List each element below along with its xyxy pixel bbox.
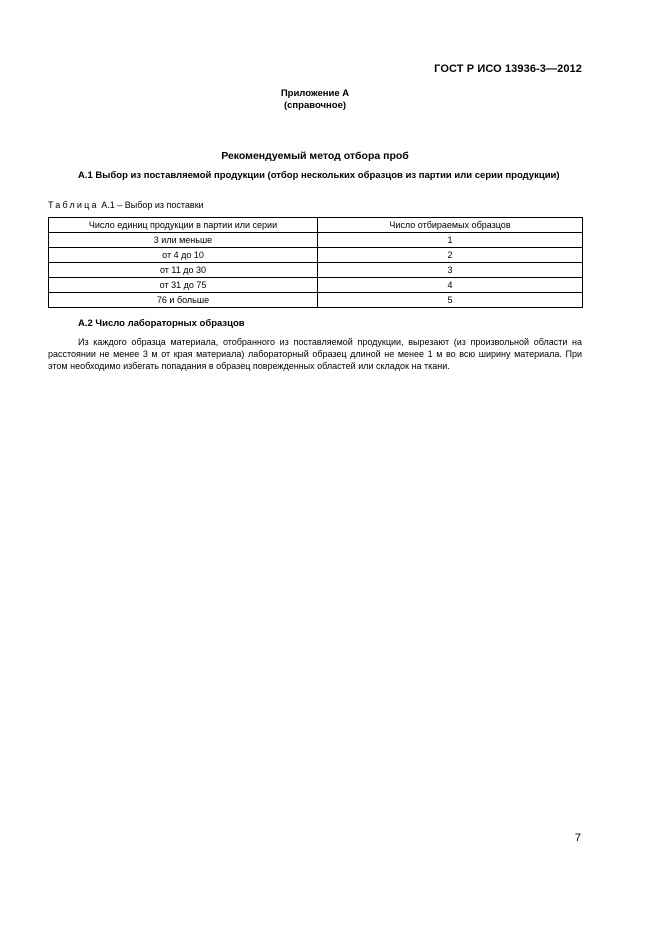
page-number: 7 <box>574 832 581 844</box>
table-row <box>49 278 583 293</box>
table-cell: от 31 до 75 <box>49 278 318 293</box>
table-cell: 76 и больше <box>49 293 318 308</box>
appendix-subtitle: (справочное) <box>283 100 347 111</box>
table-cell: 5 <box>318 293 583 308</box>
section-title: Рекомендуемый метод отбора проб <box>221 150 409 162</box>
table-cell: 1 <box>318 233 583 248</box>
table-cell: от 11 до 30 <box>49 263 318 278</box>
appendix-heading <box>0 88 630 112</box>
table-row <box>49 233 583 248</box>
clause-a2-heading: А.2 Число лабораторных образцов <box>78 318 245 329</box>
clause-a2-paragraph: Из каждого образца материала, отобранного из поставляемой продукции, вырезают (из произвольной области на расстоянии не менее 3 м от края материала) лабораторный образец длиной не менее 1 м во всю ширину материала. При этом необходимо избегать попадания в образец поврежденных областей или складок на ткани. <box>48 337 582 371</box>
appendix-title: Приложение А <box>280 88 350 99</box>
table-cell: от 4 до 10 <box>49 248 318 263</box>
table-cell: 4 <box>318 278 583 293</box>
table-cell: 3 или меньше <box>49 233 318 248</box>
table-header-cell: Число единиц продукции в партии или серии <box>49 218 318 233</box>
table-cell: 2 <box>318 248 583 263</box>
clause-a1-heading: А.1 Выбор из поставляемой продукции (отбор нескольких образцов из партии или серии продукции) <box>78 170 560 181</box>
table-caption-prefix: Таблица <box>48 200 99 210</box>
table-row <box>49 293 583 308</box>
table-row <box>49 248 583 263</box>
table-row <box>49 263 583 278</box>
table-header-cell: Число отбираемых образцов <box>318 218 583 233</box>
table-header-row <box>49 218 583 233</box>
table-cell: 3 <box>318 263 583 278</box>
table-caption-text: А.1 – Выбор из поставки <box>101 200 204 210</box>
table-caption <box>48 200 204 210</box>
sampling-table <box>48 217 583 308</box>
document-code: ГОСТ Р ИСО 13936-3—2012 <box>434 63 582 75</box>
